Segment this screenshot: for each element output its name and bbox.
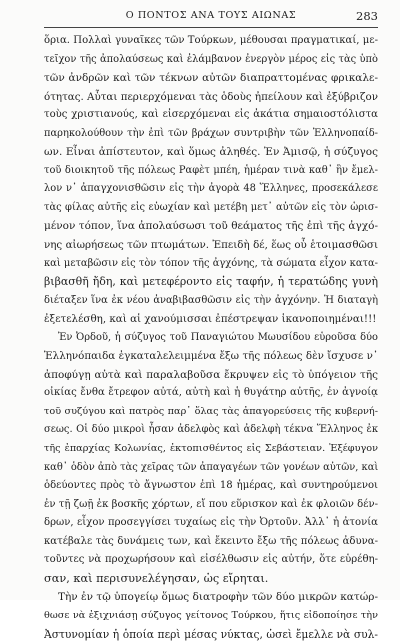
text-line: παρηκολούθουν τὴν ἐπὶ τῶν βράχων συντριβὴν τῶν Ἑλληνοπαίδ- <box>44 125 378 144</box>
body-text <box>44 32 378 644</box>
text-line: κατέβαλε τὰς δυνάμεις των, καὶ ἔκειντο ἔξω τῆς πόλεως ἀδυνα- <box>44 533 378 552</box>
running-header <box>44 9 378 28</box>
text-line: ων. Εἶναι ἀπίστευτον, καὶ ὅμως ἀληθές. Ἐν Ἀμισῷ, ἡ σύζυγος <box>44 143 378 162</box>
text-line: τῶν ἀνδρῶν καὶ τῶν τέκνων αὐτῶν διαπραττομένας φρικαλε- <box>44 69 378 88</box>
text-line: τοὺς χριστιανούς, καὶ εἰσερχόμεναι εἰς ἀκάτια σημαιοστόλιστα <box>44 106 378 125</box>
running-title: Ο ΠΟΝΤΟΣ ΑΝΑ ΤΟΥΣ ΑΙΩΝΑΣ <box>44 10 378 21</box>
text-line: ότητας. Αὗται περιερχόμεναι τὰς ὁδοὺς ἠπείλουν καὶ ἐξύβριζον <box>44 88 378 107</box>
text-line: καὶ μεταβῶσιν εἰς τὸν τόπον τῆς ἀγχόνης, τὰ σώματα εἶχον κατα- <box>44 255 378 274</box>
text-line: νης αἰωρήσεως τῶν πτωμάτων. Ἐπειδὴ δέ, ἕως οὗ ἑτοιμασθῶσι <box>44 236 378 255</box>
text-line: Ἀστυνομίαν ἡ ὁποία περὶ μέσας νύκτας, ὡσεὶ ἔμελλε νὰ συλ- <box>44 626 378 644</box>
page-number: 283 <box>356 9 378 23</box>
text-line: λον ν᾽ ἀπαγχονισθῶσιν εἰς τὴν ἀγορὰ 48 Ἕλληνες, προσεκάλεσε <box>44 180 378 199</box>
text-line: τὰς φίλας αὐτῆς εἰς εὐωχίαν καὶ μετέβη μετ᾽ αὐτῶν εἰς τὸν ὡρισ- <box>44 199 378 218</box>
text-line: Ἐν Ὀρδοῦ, ἡ σύζυγος τοῦ Παναγιώτου Μωυσίδου εὑροῦσα δύο <box>44 329 378 348</box>
text-line: ὅρια. Πολλαὶ γυναῖκες τῶν Τούρκων, μέθουσαι πραγματικαί, με- <box>44 32 378 51</box>
text-line: ἐξετελέσθη, καὶ αἱ χανούμισσαι ἐπέστρεψαν ἱκανοποιημέναι!!! <box>44 310 378 329</box>
text-line: διέταξεν ἵνα ἐκ νέου ἀναβιβασθῶσιν εἰς τὴν ἀγχόνην. Ἡ διαταγὴ <box>44 292 378 311</box>
text-line: βιβασθῆ ἤδη, καὶ μετεφέροντο εἰς ταφήν, ἡ τερατώδης γυνὴ <box>44 273 378 292</box>
text-line: τοῦ συζύγου καὶ πατρὸς παρ᾽ ὅλας τὰς ἀπαγορεύσεις τῆς κυβερνή- <box>44 403 378 422</box>
text-line: σεως. Οἱ δύο μικροὶ ἦσαν ἀδελφὸς καὶ ἀδελφὴ τέκνα Ἕλληνος ἐκ <box>44 421 378 440</box>
text-line: μένον τόπον, ἵνα ἀπολαύσωσι τοῦ θεάματος τῆς ἐπὶ τῆς ἀγχό- <box>44 217 378 236</box>
text-line: Ἑλληνόπαιδα ἐγκαταλελειμμένα ἔξω τῆς πόλεως δὲν ἴσχυσε ν᾽ <box>44 347 378 366</box>
text-line: σαν, καὶ περισυνελέγησαν, ὡς εἴρηται. <box>44 570 378 589</box>
text-line: οἰκίας ἔνθα ἔτρεφον αὐτά, αὐτὴ καὶ ἡ θυγάτηρ αὐτῆς, ἐν ἀγνοίᾳ <box>44 384 378 403</box>
text-line: καθ᾽ ὁδὸν ἀπὸ τὰς χεῖρας τῶν ἀπαγαγέων τῶν γονέων αὐτῶν, καὶ <box>44 459 378 478</box>
text-line: ἐν τῇ ζωῇ ἐκ βοσκῆς χόρτων, εἴ που εὕρισκον καὶ ἐκ φλοιῶν δέν- <box>44 496 378 515</box>
text-line: Τὴν ἐν τῷ ὑπογείῳ ὅμως διατροφὴν τῶν δύο μικρῶν κατώρ- <box>44 588 378 607</box>
text-line: τεῖχον τῆς ἀπολαύσεως καὶ ἐλάμβανον ἐνεργὸν μέρος εἰς τὰς ὑπὸ <box>44 51 378 70</box>
text-line: τῆς ἐπαρχίας Κολωνίας, ἐκτοπισθέντος εἰς Σεβάστειαν. Ἐξέφυγον <box>44 440 378 459</box>
text-line: ἀποφύγῃ αὐτὰ καὶ παραλαβοῦσα ἔκρυψεν εἰς τὸ ὑπόγειον τῆς <box>44 366 378 385</box>
text-line: ὁδεύοντες πρὸς τὸ ἄγνωστον ἐπὶ 18 ἡμέρας, καὶ συντηρούμενοι <box>44 477 378 496</box>
text-line: τοῦντες νὰ προχωρήσουν καὶ εἰσέλθωσιν εἰς αὐτήν, ὅτε εὑρέθη- <box>44 551 378 570</box>
text-line: δρων, εἶχον προσεγγίσει τυχαίως εἰς τὴν Ὀρτοῦν. Ἀλλ᾽ ἡ ἀτονία <box>44 514 378 533</box>
text-line: θωσε νὰ ἐξιχνιάσῃ σύζυγος γείτονος Τούρκου, ἥτις εἰδοποίησε τὴν <box>44 607 378 626</box>
text-line: τοῦ διοικητοῦ τῆς πόλεως Ραφὲτ μπέη, ἡμέραν τινὰ καθ᾽ ἣν ἔμελ- <box>44 162 378 181</box>
